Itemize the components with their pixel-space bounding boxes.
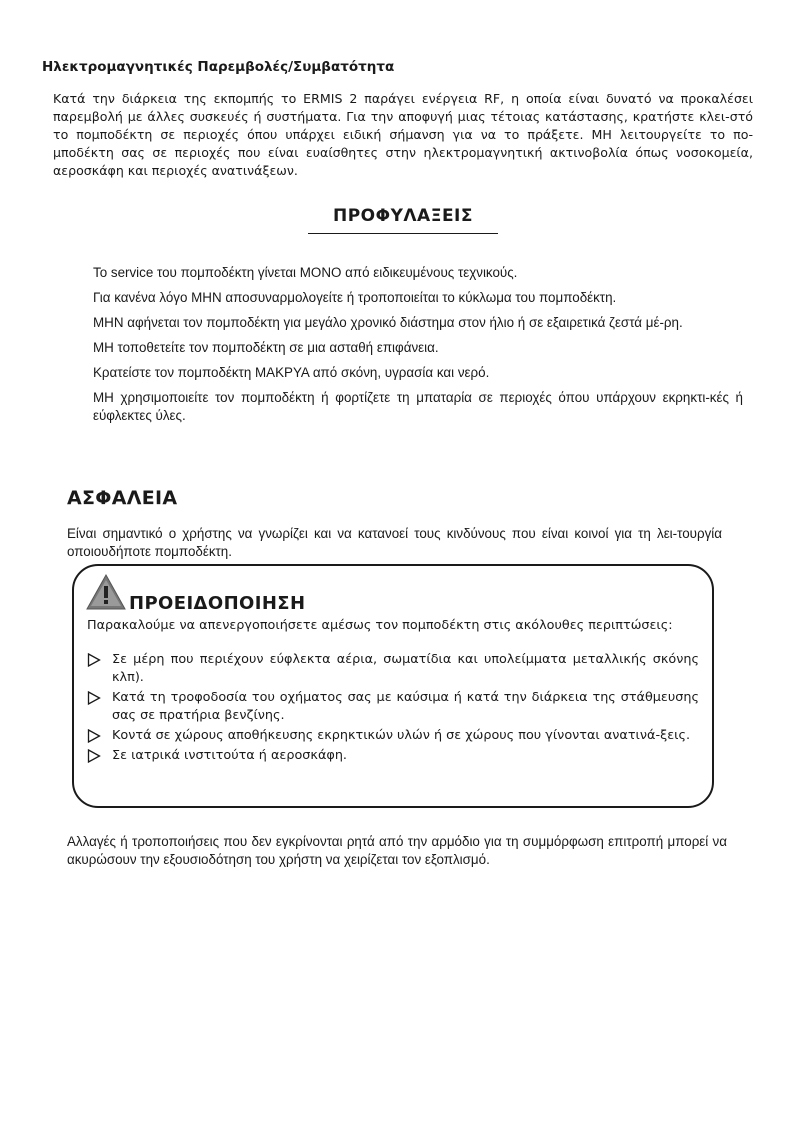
closing-paragraph: Αλλαγές ή τροποποιήσεις που δεν εγκρίνονται ρητά από την αρμόδιο για τη συμμόρφωση επιτροπή μπορεί να ακυρώσουν την εξουσιοδότηση του χρήστη να χειρίζεται τον εξοπλισμό. bbox=[67, 834, 727, 867]
warning-heading: ΠΡΟΕΙΔΟΠΟΙΗΣΗ bbox=[129, 593, 306, 614]
precaution-item: ΜΗ χρησιμοποιείτε τον πομποδέκτη ή φορτίζετε τη μπαταρία σε περιοχές όπου υπάρχουν εκρηκτι-κές ή εύφλεκτες ύλες. bbox=[93, 390, 743, 423]
precaution-item: Κρατείστε τον πομποδέκτη ΜΑΚΡΥΑ από σκόνη, υγρασία και νερό. bbox=[93, 365, 490, 380]
warning-item bbox=[87, 727, 699, 745]
precaution-item: ΜΗ τοποθετείτε τον πομποδέκτη σε μια ασταθή επιφάνεια. bbox=[93, 340, 439, 355]
precautions-heading: ΠΡΟΦΥΛΑΞΕΙΣ bbox=[332, 206, 473, 226]
warning-item-text: Σε μέρη που περιέχουν εύφλεκτα αέρια, σωματίδια και υπολείμματα μεταλλικής σκόνης κλπ). bbox=[112, 652, 699, 685]
arrow-bullet-icon bbox=[87, 653, 101, 667]
precaution-item: Το service του πομποδέκτη γίνεται ΜΟΝΟ από ειδικευμένους τεχνικούς. bbox=[93, 265, 518, 280]
interference-paragraph: Κατά την διάρκεια της εκπομπής το ERMIS 2 παράγει ενέργεια RF, η οποία είναι δυνατό να προκαλέσει παρεμβολή με άλλες συσκευές ή συστήματα. Για την αποφυγή μιας τέτοιας κατάστασης, κρατήστε κλει-στό το πομποδέκτη σε περιοχές όπου υπάρχει ειδική σήμανση για να το πράξετε. ΜΗ λειτουργείτε το πο-μποδέκτη σας σε περιοχές που είναι ευαίσθητες στην ηλεκτρομαγνητική ακτινοβολία όπως νοσοκομεία, αεροσκάφη και περιοχές ανατινάξεων. bbox=[53, 91, 753, 178]
warning-item bbox=[87, 689, 699, 725]
warning-item bbox=[87, 747, 699, 765]
precautions-list bbox=[93, 264, 743, 432]
warning-list bbox=[87, 651, 699, 767]
warning-item-text: Κοντά σε χώρους αποθήκευσης εκρηκτικών υλών ή σε χώρους που γίνονται ανατινά-ξεις. bbox=[112, 728, 691, 743]
arrow-bullet-icon bbox=[87, 749, 101, 763]
precaution-item: Για κανένα λόγο ΜΗΝ αποσυναρμολογείτε ή τροποποιείται το κύκλωμα του πομποδέκτη. bbox=[93, 290, 617, 305]
precaution-item: ΜΗΝ αφήνεται τον πομποδέκτη για μεγάλο χρονικό διάστημα στον ήλιο ή σε εξαιρετικά ζεστά μέ-ρη. bbox=[93, 315, 683, 330]
safety-paragraph: Είναι σημαντικό ο χρήστης να γνωρίζει και να κατανοεί τους κινδύνους που είναι κοινοί για τη λει-τουργία οποιουδήποτε πομποδέκτη. bbox=[67, 526, 722, 559]
warning-item-text: Σε ιατρικά ινστιτούτα ή αεροσκάφη. bbox=[112, 748, 347, 763]
arrow-bullet-icon bbox=[87, 729, 101, 743]
safety-heading: ΑΣΦΑΛΕΙΑ bbox=[67, 487, 178, 509]
arrow-bullet-icon bbox=[87, 691, 101, 705]
warning-triangle-icon bbox=[86, 574, 126, 610]
precautions-underline bbox=[308, 233, 498, 234]
warning-item-text: Κατά τη τροφοδοσία του οχήματος σας με καύσιμα ή κατά την διάρκεια της στάθμευσης σας σε πρατήρια βενζίνης. bbox=[112, 690, 699, 723]
interference-heading: Ηλεκτρομαγνητικές Παρεμβολές/Συμβατότητα bbox=[42, 59, 395, 75]
warning-item bbox=[87, 651, 699, 687]
warning-intro: Παρακαλούμε να απενεργοποιήσετε αμέσως τον πομποδέκτη στις ακόλουθες περιπτώσεις: bbox=[87, 618, 673, 633]
